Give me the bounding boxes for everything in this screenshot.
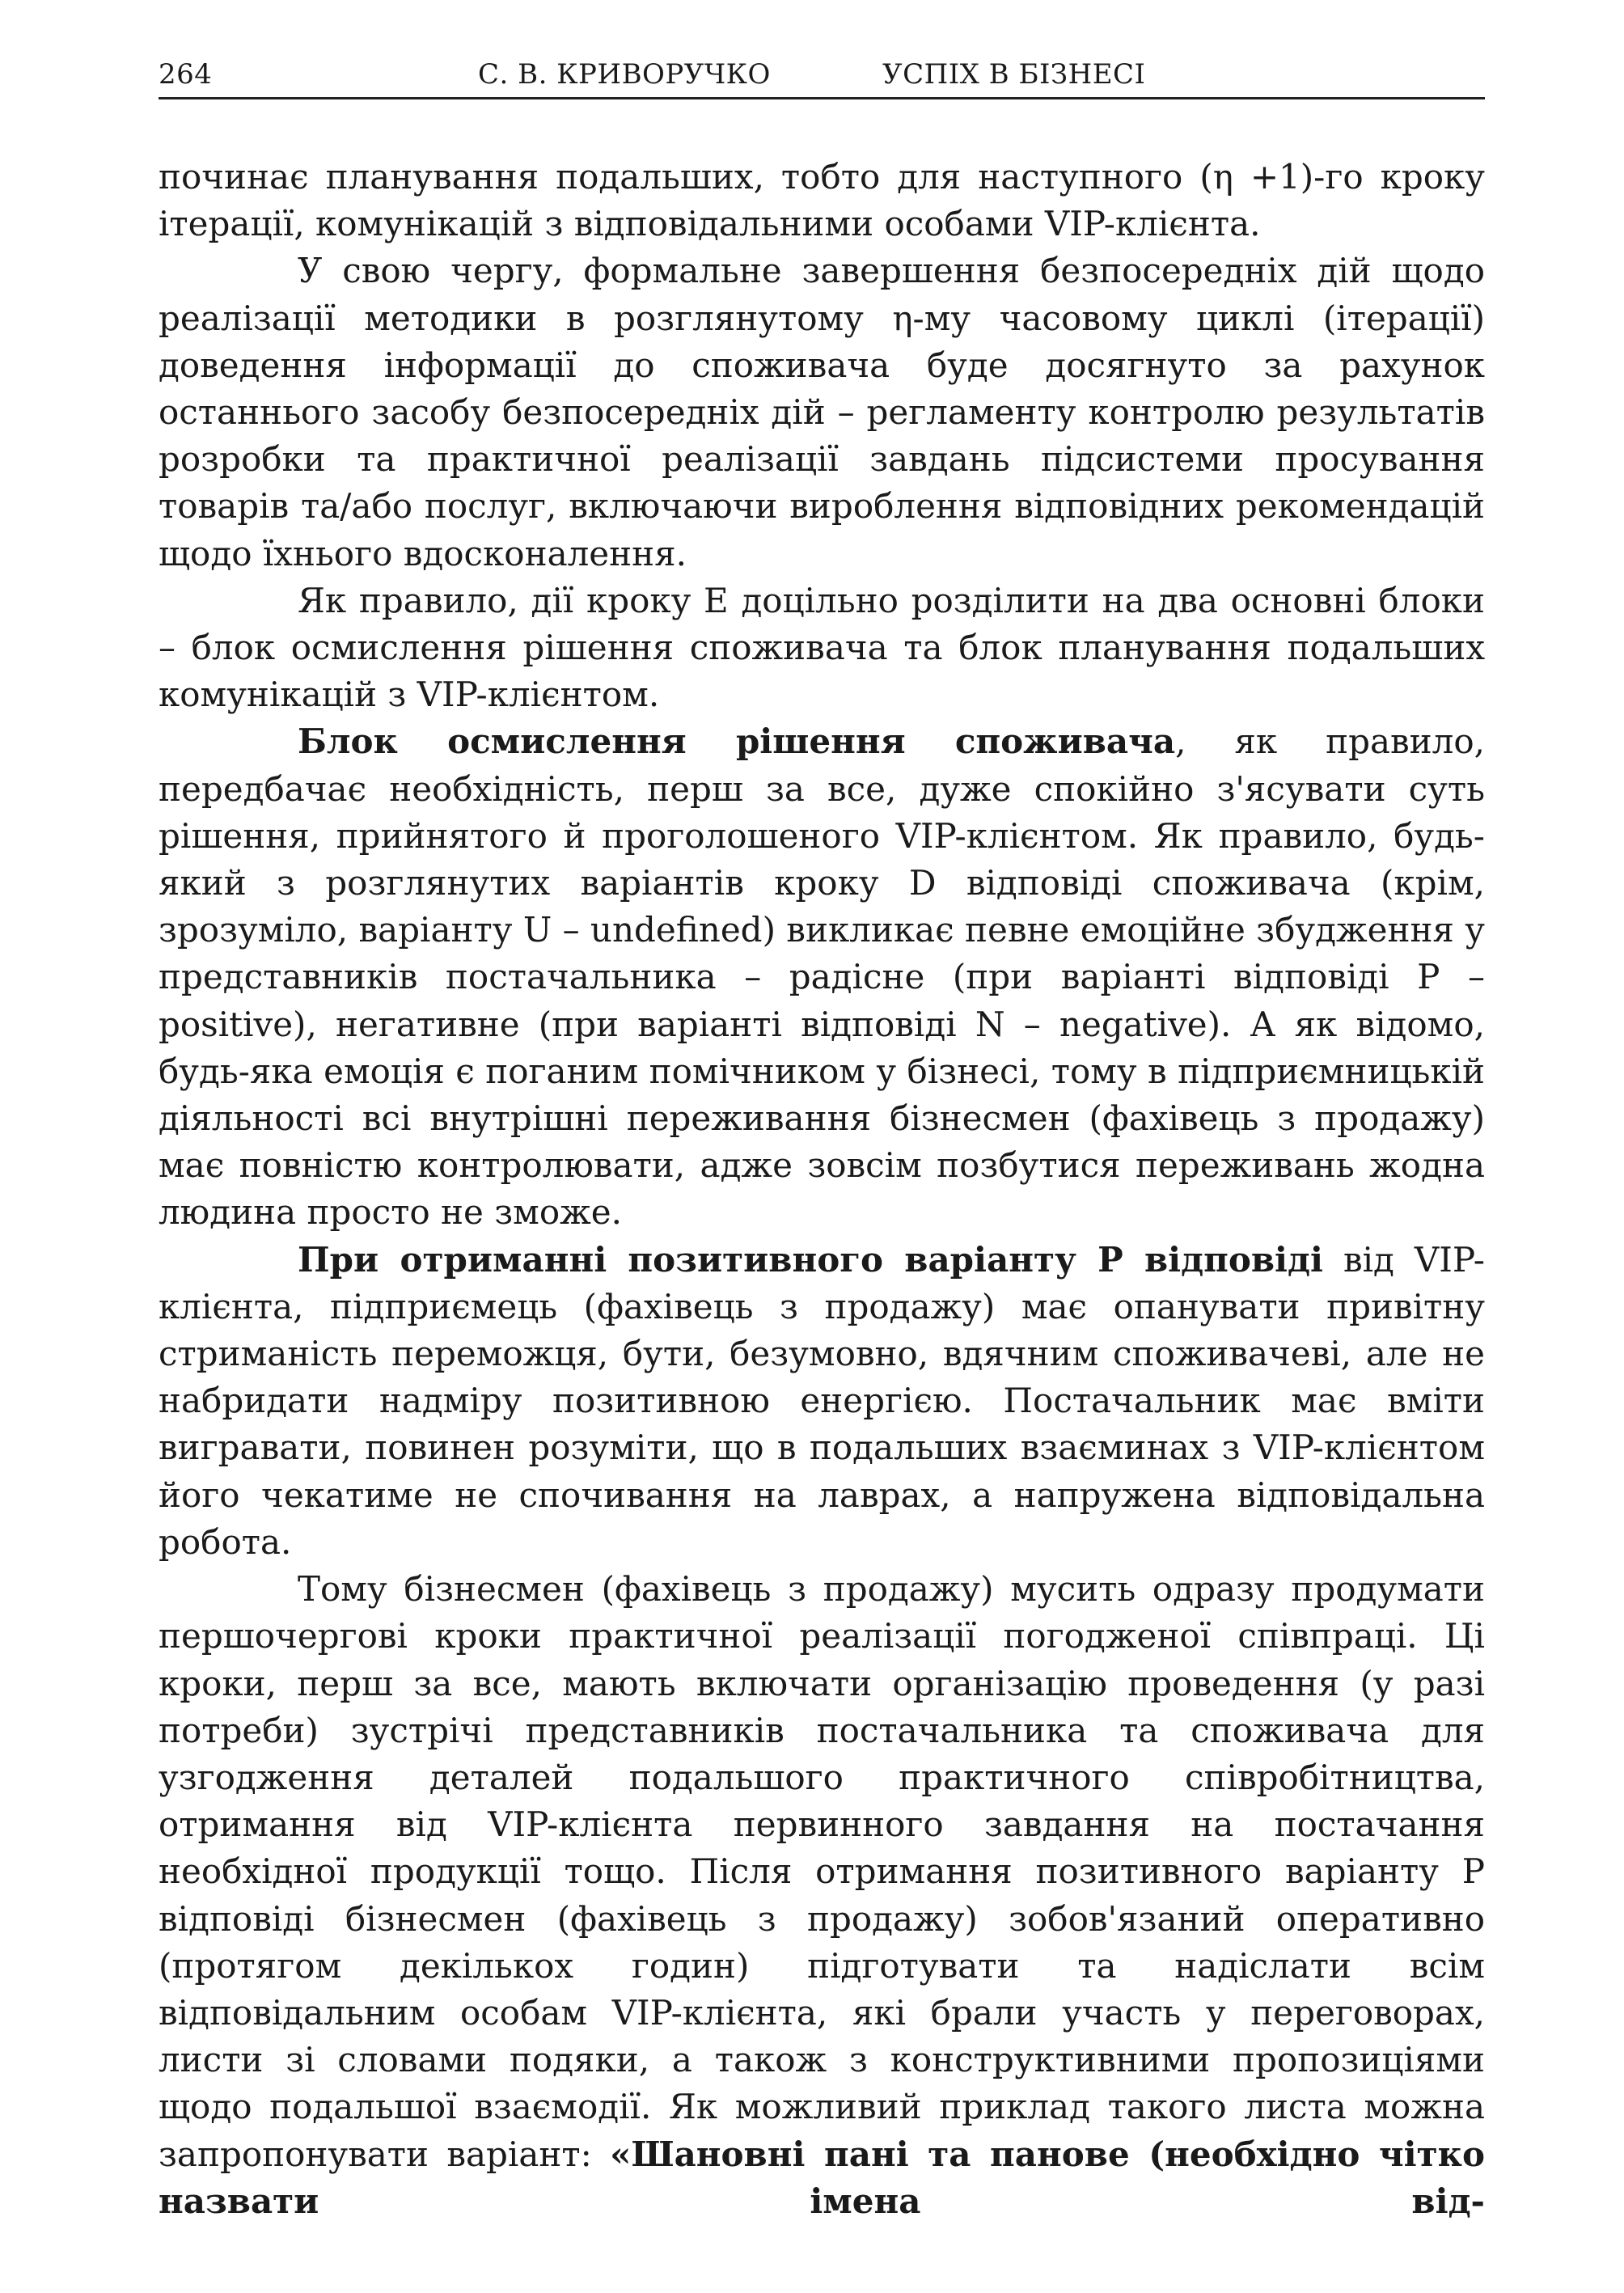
paragraph-2: [159, 247, 1485, 577]
paragraph-text: Тому бізнесмен (фахівець з продажу) мусить одразу продумати першочергові кроки практичної реалізації погодженої співпраці. Ці кроки, перш за все, мають включати організацію проведення (у разі потреби) зустрічі представників постачальника та споживача для узгодження деталей подальшого практичного співробітництва, отримання від VIP-клієнта первинного завдання на постачання необхідної продукції тощо. Після отримання позитивного варіанту P відповіді бізнесмен (фахівець з продажу) зобов'язаний оперативно (протягом декількох годин) підготувати та надіслати всім відповідальним особам VIP-клієнта, які брали участь у переговорах, листи зі словами подяки, а також з конструктивними пропозиціями щодо подальшої взаємодії. Як можливий приклад такого листа можна запропонувати варіант:: [159, 1569, 1485, 2174]
paragraph-3: [159, 577, 1485, 719]
paragraph-5: [159, 1237, 1485, 1566]
paragraph-4: [159, 718, 1485, 1236]
paragraph-text: Як правило, дії кроку E доцільно розділити на два основні блоки – блок осмислення рішення споживача та блок планування подальших комунікацій з VIP-клієнтом.: [159, 580, 1485, 715]
header-author: С. В. КРИВОРУЧКО: [478, 58, 771, 91]
running-header: [159, 53, 1485, 99]
paragraph-bold-tail: «Шановні пані та панове (необхідно чітко назвати імена від-: [159, 2134, 1485, 2221]
header-book-title: УСПІХ В БІЗНЕСІ: [882, 58, 1146, 91]
paragraph-text: починає планування подальших, тобто для наступного (η +1)-го кроку ітерації, комунікацій з відповідальними особами VIP-клієнта.: [159, 157, 1485, 244]
paragraph-bold-lead: При отриманні позитивного варіанту P відповіді: [298, 1239, 1323, 1280]
paragraph-text: , як правило, передбачає необхідність, перш за все, дуже спокійно з'ясувати суть рішення, прийнятого й проголошеного VIP-клієнтом. Як правило, будь-який з розглянутих варіантів кроку D відповіді споживача (крім, зрозуміло, варіанту U – undefined) викликає певне емоційне збудження у представників постачальника – радісне (при варіанті відповіді P – positive), негативне (при варіанті відповіді N – negative). А як відомо, будь-яка емоція є поганим помічником у бізнесі, тому в підприємницькій діяльності всі внутрішні переживання бізнесмен (фахівець з продажу) має повністю контролювати, адже зовсім позбутися переживань жодна людина просто не зможе.: [159, 721, 1485, 1233]
paragraph-1: [159, 154, 1485, 247]
paragraph-text: У свою чергу, формальне завершення безпосередніх дій щодо реалізації методики в розглянутому η-му часовому циклі (ітерації) доведення інформації до споживача буде досягнуто за рахунок останнього засобу безпосередніх дій – регламенту контролю результатів розробки та практичної реалізації завдань підсистеми просування товарів та/або послуг, включаючи вироблення відповідних рекомендацій щодо їхнього вдосконалення.: [159, 251, 1485, 573]
page-body: [159, 154, 1485, 2225]
paragraph-bold-lead: Блок осмислення рішення споживача: [298, 721, 1176, 762]
paragraph-6: [159, 1566, 1485, 2225]
paragraph-text: від VIP-клієнта, підприємець (фахівець з продажу) має опанувати привітну стриманість переможця, бути, безумовно, вдячним споживачеві, але не набридати надміру позитивною енергією. Постачальник має вміти вигравати, повинен розуміти, що в подальших взаєминах з VIP-клієнтом його чекатиме не спочивання на лаврах, а напружена відповідальна робота.: [159, 1239, 1485, 1562]
page-number: 264: [159, 58, 213, 91]
